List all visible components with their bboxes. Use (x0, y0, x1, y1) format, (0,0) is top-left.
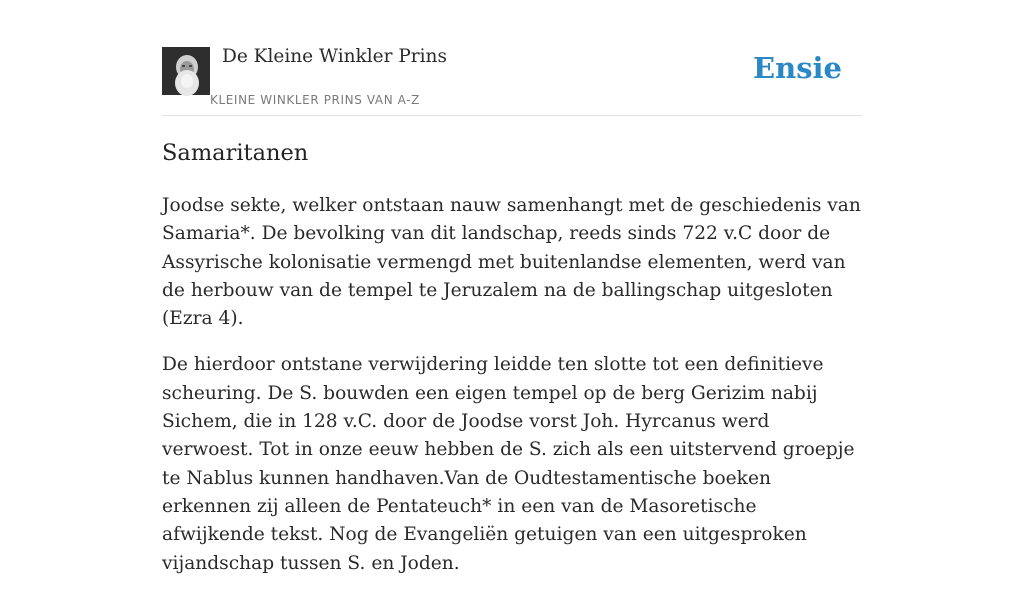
author-name[interactable]: De Kleine Winkler Prins (222, 46, 447, 67)
author-avatar[interactable] (162, 47, 210, 95)
author-portrait-icon (162, 47, 210, 95)
article-paragraph: Joodse sekte, welker ontstaan nauw samenhangt met de geschiedenis van Samaria*. De bevolking van dit landschap, reeds sinds 722 v.C door de Assyrische kolonisatie vermengd met buitenlandse elementen, werd van de herbouw van de tempel te Jeruzalem na de ballingschap uitgesloten (Ezra 4). (162, 195, 861, 330)
article-paragraph: De hierdoor ontstane verwijdering leidde ten slotte tot een definitieve scheuring. De S. bouwden een eigen tempel op de berg Gerizim nabij Sichem, die in 128 v.C. door de Joodse vorst Joh. Hyrcanus werd verwoest. Tot in onze eeuw hebben de S. zich als een uitstervend groepje te Nablus kunnen handhaven.Van de Oudtestamentische boeken erkennen zij alleen de Pentateuch* in een van de Masoretische afwijkende tekst. Nog de Evangeliën getuigen van een uitgesproken vijandschap tussen S. en Joden. (162, 354, 855, 574)
collection-subtitle[interactable]: KLEINE WINKLER PRINS VAN A-Z (210, 93, 420, 107)
brand-logo[interactable]: Ensie (753, 51, 842, 85)
page (162, 0, 862, 574)
header (162, 0, 862, 116)
article-body (162, 192, 862, 596)
article-title: Samaritanen (162, 140, 309, 166)
